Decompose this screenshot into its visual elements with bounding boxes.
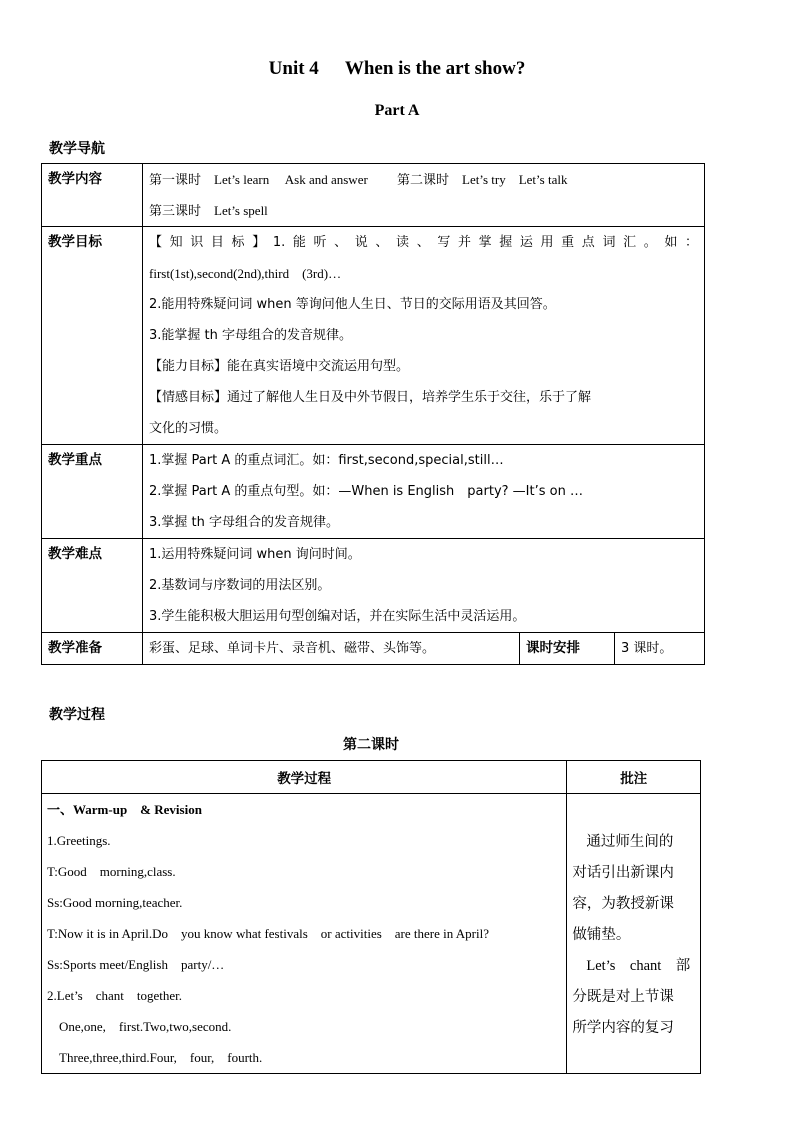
content-line-1: 第一课时 Let’s learn Ask and answer 第二课时 Let’s try Let’s talk (149, 172, 568, 187)
schedule-label: 课时安排 (520, 633, 615, 665)
key-points-line-2: 2.掌握 Part A 的重点句型。如：—When is English party? —It’s on … (149, 484, 583, 499)
teaching-plan-table (41, 163, 705, 665)
page-title (0, 58, 794, 80)
difficulties-line-3: 3.学生能积极大胆运用句型创编对话，并在实际生活中灵活运用。 (149, 609, 526, 624)
preparation-row (42, 633, 705, 665)
goals-label: 教学目标 (42, 227, 143, 445)
notes-cell (567, 794, 701, 1074)
note-line: 通过师生间的 (586, 834, 674, 850)
process-body-row (42, 794, 701, 1074)
part-title: Part A (374, 102, 420, 119)
goals-cell (143, 227, 705, 445)
content-cell (143, 164, 705, 227)
process-line: Three,three,third.Four, four, fourth. (59, 1050, 263, 1065)
difficulties-cell (143, 539, 705, 633)
schedule-value: 3 课时。 (615, 633, 705, 665)
difficulties-label: 教学难点 (42, 539, 143, 633)
process-line: Ss:Good morning,teacher. (47, 895, 183, 910)
process-line: 2.Let’s chant together. (47, 988, 183, 1003)
content-label: 教学内容 (42, 164, 143, 227)
note-line: 做铺垫。 (572, 927, 631, 943)
unit-topic: When is the art show? (344, 58, 526, 79)
key-points-label: 教学重点 (42, 445, 143, 539)
process-line: Ss:Sports meet/English party/… (47, 957, 225, 972)
difficulties-line-2: 2.基数词与序数词的用法区别。 (149, 578, 331, 593)
process-header: 教学过程 (42, 761, 567, 794)
process-header-row (42, 761, 701, 794)
process-section-label: 教学过程 (49, 707, 105, 723)
process-step-heading: 一、Warm-up & Revision (47, 802, 202, 817)
content-row (42, 164, 705, 227)
note-line: 对话引出新课内 (572, 865, 674, 881)
note-line: 容，为教授新课 (572, 896, 674, 912)
difficulties-row (42, 539, 705, 633)
preparation-value: 彩蛋、足球、单词卡片、录音机、磁带、头饰等。 (143, 633, 520, 665)
goals-row (42, 227, 705, 445)
unit-label: Unit 4 (268, 58, 319, 79)
process-line: T:Good morning,class. (47, 864, 176, 879)
goals-line-6: 【情感目标】通过了解他人生日及中外节假日，培养学生乐于交往，乐于了解 (149, 390, 592, 405)
goals-line-5: 【能力目标】能在真实语境中交流运用句型。 (149, 359, 410, 374)
key-points-row (42, 445, 705, 539)
difficulties-line-1: 1.运用特殊疑问词 when 询问时间。 (149, 547, 361, 562)
goals-line-2: first(1st),second(2nd),third (3rd)… (149, 266, 342, 281)
goals-line-7: 文化的习惯。 (149, 421, 228, 436)
preparation-label: 教学准备 (42, 633, 143, 665)
key-points-cell (143, 445, 705, 539)
goals-line-4: 3.能掌握 th 字母组合的发音规律。 (149, 328, 353, 343)
process-table (41, 760, 701, 1074)
notes-header: 批注 (567, 761, 701, 794)
note-line: 分既是对上节课 (572, 989, 674, 1005)
content-line-2: 第三课时 Let’s spell (149, 203, 268, 218)
process-line: 1.Greetings. (47, 833, 111, 848)
goals-line-1: 【知识目标】1.能听、说、读、写并掌握运用重点词汇。如： (149, 235, 698, 250)
note-line: 所学内容的复习 (572, 1020, 674, 1036)
goals-line-3: 2.能用特殊疑问词 when 等询问他人生日、节日的交际用语及其回答。 (149, 297, 556, 312)
process-line: One,one, first.Two,two,second. (59, 1019, 232, 1034)
note-line: Let’s chant 部 (586, 958, 691, 974)
key-points-line-1: 1.掌握 Part A 的重点词汇。如：first,second,special,still… (149, 453, 504, 468)
lesson-title: 第二课时 (343, 737, 399, 753)
process-line: T:Now it is in April.Do you know what festivals or activities are there in April? (47, 926, 489, 941)
nav-section-label: 教学导航 (49, 141, 105, 157)
process-steps-cell (42, 794, 567, 1074)
key-points-line-3: 3.掌握 th 字母组合的发音规律。 (149, 515, 340, 530)
